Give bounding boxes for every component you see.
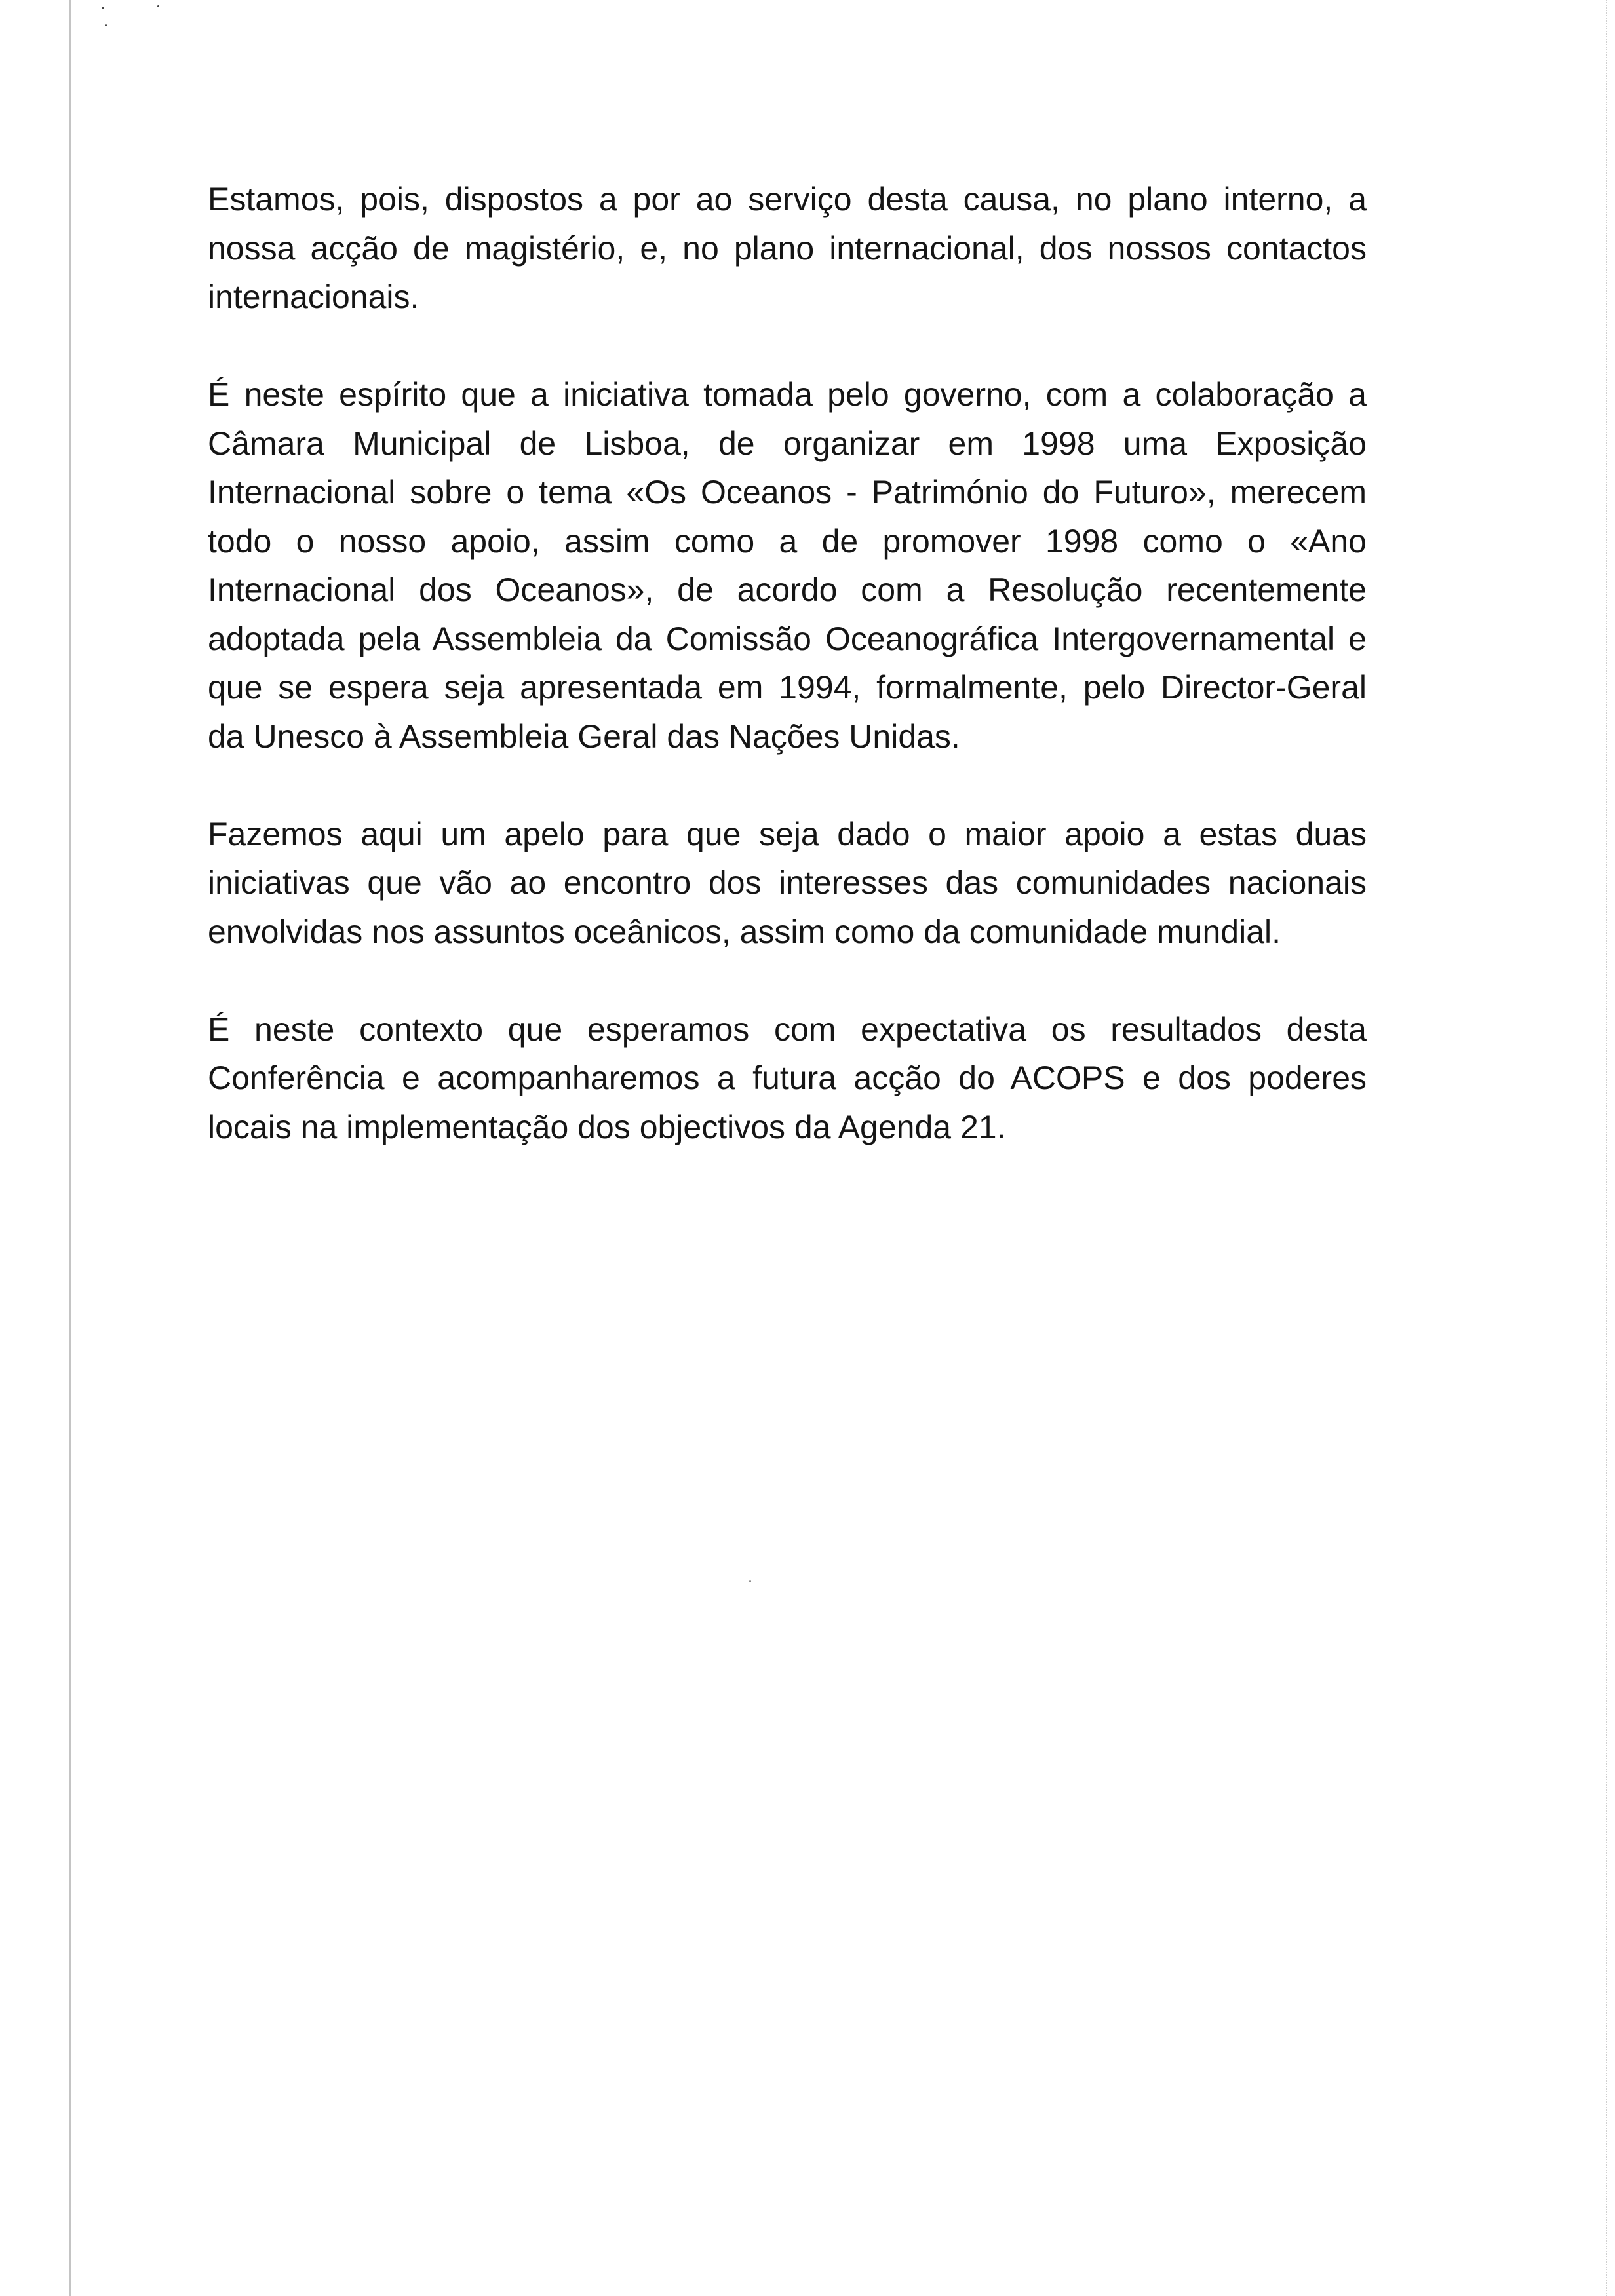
paragraph-line: locais na implementação dos objectivos da Agenda 21. xyxy=(208,1108,1006,1145)
scan-speck xyxy=(157,5,159,7)
paragraph-line: Câmara Municipal de Lisboa, de organizar em 1998 uma Exposição xyxy=(208,425,1367,462)
paragraph-1 xyxy=(208,175,1367,322)
paragraph-line: internacionais. xyxy=(208,278,419,315)
document-body xyxy=(208,175,1367,1200)
paragraph-line: da Unesco à Assembleia Geral das Nações Unidas. xyxy=(208,718,960,755)
paragraph-line: que se espera seja apresentada em 1994, formalmente, pelo Director-Geral xyxy=(208,669,1367,706)
paragraph-3 xyxy=(208,810,1367,957)
scan-edge-line-left xyxy=(69,0,71,2296)
paragraph-line: nossa acção de magistério, e, no plano internacional, dos nossos contactos xyxy=(208,229,1367,267)
paragraph-line: É neste espírito que a iniciativa tomada pelo governo, com a colaboração a xyxy=(208,376,1367,413)
paragraph-line: Estamos, pois, dispostos a por ao serviço desta causa, no plano interno, a xyxy=(208,181,1367,218)
paragraph-4 xyxy=(208,1005,1367,1152)
scan-edge-line-right xyxy=(1606,0,1607,2296)
paragraph-line: É neste contexto que esperamos com expectativa os resultados desta xyxy=(208,1010,1367,1048)
scan-speck xyxy=(749,1580,751,1582)
paragraph-line: todo o nosso apoio, assim como a de promover 1998 como o «Ano xyxy=(208,522,1367,560)
paragraph-line: Conferência e acompanharemos a futura acção do ACOPS e dos poderes xyxy=(208,1060,1367,1096)
paragraph-line: adoptada pela Assembleia da Comissão Oceanográfica Intergovernamental e xyxy=(208,620,1367,657)
paragraph-line: iniciativas que vão ao encontro dos interesses das comunidades nacionais xyxy=(208,864,1367,901)
paragraph-line: Internacional dos Oceanos», de acordo com a Resolução recentemente xyxy=(208,571,1367,608)
scan-speck xyxy=(105,24,107,26)
paragraph-line: envolvidas nos assuntos oceânicos, assim como da comunidade mundial. xyxy=(208,913,1281,950)
scan-speck xyxy=(102,7,104,9)
paragraph-line: Fazemos aqui um apelo para que seja dado o maior apoio a estas duas xyxy=(208,815,1367,852)
paragraph-2 xyxy=(208,370,1367,761)
paragraph-line: Internacional sobre o tema «Os Oceanos - Património do Futuro», merecem xyxy=(208,474,1367,510)
